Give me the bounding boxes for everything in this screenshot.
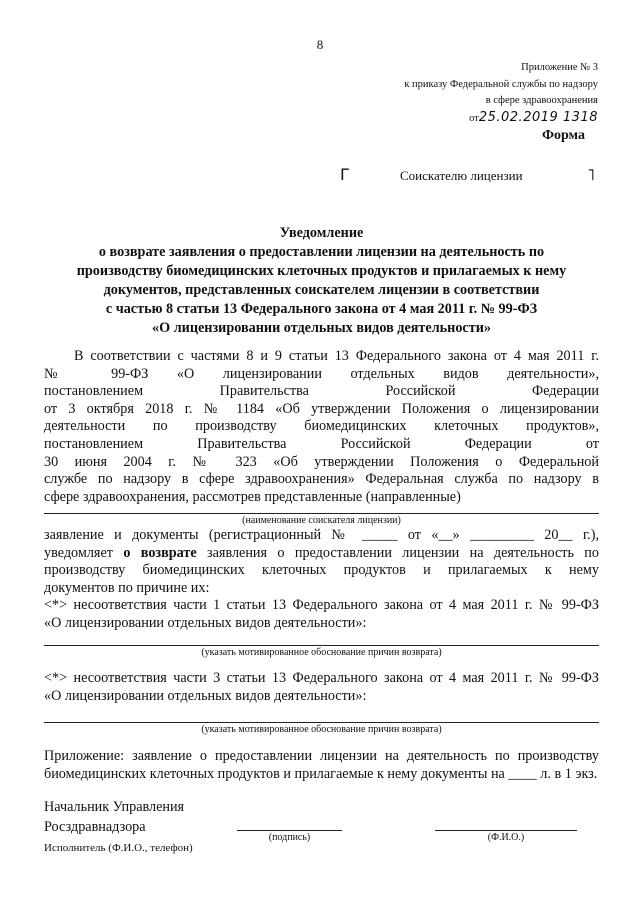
addressee-bracket-left: Г [340,165,350,184]
title-line-5: с частью 8 статьи 13 Федерального закона от 4 мая 2011 г. № 99-ФЗ [105,301,538,317]
reason-2-caption: (указать мотивированное обоснование причин возврата) [201,724,442,735]
body-paragraph-2 [44,527,599,633]
reason-2-line-1: <*> несоответствия части 3 статьи 13 Федерального закона от 4 мая 2011 г. № 99-ФЗ [44,670,599,686]
signature-line [237,830,342,831]
reason-2-block [44,670,599,705]
registration-line: заявление и документы (регистрационный № _____ от «__» _________ 20__ г.), [44,527,599,543]
title-line-3: производству биомедицинских клеточных продуктов и прилагаемых к нему [76,263,567,279]
body-line: от 3 октября 2018 г. № 1184 «Об утверждении Положения о лицензировании [44,400,599,417]
executor-info: Исполнитель (Ф.И.О., телефон) [44,842,193,854]
full-name-caption: (Ф.И.О.) [487,832,525,843]
applicant-name-line [44,513,599,514]
addressee-bracket-right: ˥ [587,165,595,184]
reason-1-line-1: <*> несоответствия части 1 статьи 13 Федерального закона от 4 мая 2011 г. № 99-ФЗ [44,597,599,614]
attachment-block [44,748,599,783]
title-line-6: «О лицензировании отдельных видов деятельности» [152,320,491,336]
handwritten-date: 25.02.2019 1318 [478,109,598,125]
page-number: 8 [316,37,324,52]
signature-caption: (подпись) [268,832,311,843]
position-line-2: Росздравнадзора [44,819,146,835]
title-line-4: документов, представленных соискателем лицензии в соответствии [103,282,540,298]
position-line-1: Начальник Управления [44,799,185,815]
appendix-block [330,60,598,127]
body-line: № 99-ФЗ «О лицензировании отдельных видов деятельности», [44,365,599,382]
attachment-line-2: биомедицинских клеточных продуктов и прилагаемые к нему документы на ____ л. в 1 экз. [44,765,598,782]
appendix-line-2: к приказу Федеральной службы по надзору [404,78,598,90]
appendix-date [330,110,598,128]
reason-1-caption: (указать мотивированное обоснование причин возврата) [201,647,442,658]
body-line: службе по надзору в сфере здравоохранения» Федеральная служба по надзору в [44,471,599,488]
body-line: постановлением Правительства Российской Федерации [44,383,599,400]
body-paragraph-1 [44,348,599,506]
body-line: деятельности по производству биомедицинских клеточных продуктов», [44,418,599,435]
full-name-line [435,830,577,831]
body-line: постановлением Правительства Российской Федерации от [44,435,599,452]
document-title [44,224,599,338]
reason-2-line [44,722,599,723]
notice-line: уведомляет о возврате заявления о предоставлении лицензии на деятельность по [44,544,599,561]
title-line-1: Уведомление [279,225,364,241]
addressee-text: Соискателю лицензии [400,168,523,183]
reason-1-line-2: «О лицензировании отдельных видов деятельности»: [44,614,367,631]
title-line-2: о возврате заявления о предоставлении лицензии на деятельность по [98,244,545,260]
body-line: 30 июня 2004 г. № 323 «Об утверждении Положения о Федеральной [44,453,599,470]
appendix-line-3: в сфере здравоохранения [485,95,598,106]
return-emphasis: о возврате [123,544,197,561]
attachment-line-1: Приложение: заявление о предоставлении лицензии на деятельность по производству [44,748,599,764]
reason-1-line [44,645,599,646]
appendix-line-1: Приложение № 3 [521,62,598,73]
appendix-date-prefix: от [469,112,479,124]
body-line: документов по причине их: [44,579,210,596]
applicant-name-caption: (наименование соискателя лицензии) [242,515,401,526]
form-label: Форма [541,128,585,143]
reason-2-line-2: «О лицензировании отдельных видов деятельности»: [44,687,367,704]
signatory-position [44,797,184,837]
body-line: сфере здравоохранения, рассмотрев представленные (направленные) [44,488,461,505]
body-line: В соответствии с частями 8 и 9 статьи 13 Федерального закона от 4 мая 2011 г. [74,348,599,364]
body-line: производству биомедицинских клеточных продуктов и прилагаемых к нему [44,562,599,579]
